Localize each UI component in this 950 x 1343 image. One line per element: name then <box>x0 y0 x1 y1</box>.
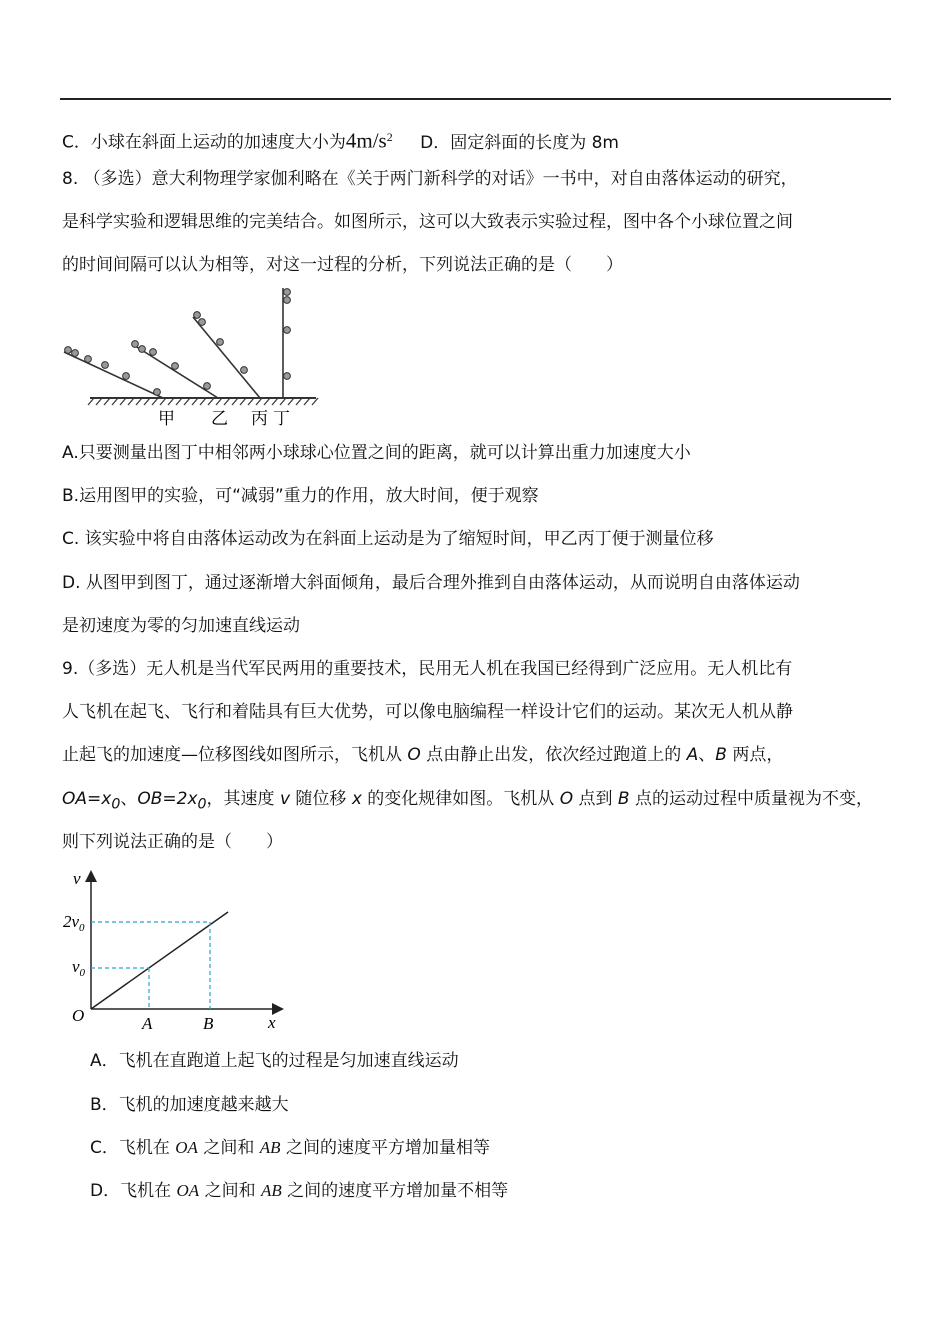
q8-option-b: B.运用图甲的实验，可“减弱”重力的作用，放大时间，便于观察 <box>62 486 539 506</box>
label-yi: 乙 <box>211 409 228 428</box>
q9-l3-text3: 两点， <box>726 745 784 765</box>
q9-l4-t5: 点的运动过程中质量视为不变， <box>629 789 873 809</box>
q8-option-a: A.只要测量出图丁中相邻两小球球心位置之间的距离，就可以计算出重力加速度大小 <box>62 443 691 463</box>
tick-b: B <box>203 1014 214 1033</box>
q8-option-d-cont: 是初速度为零的匀加速直线运动 <box>62 616 300 636</box>
q9-l3-text: 止起飞的加速度—位移图线如图所示，飞机从 <box>62 745 408 765</box>
q9-l4-b: B <box>617 789 630 809</box>
tick-2v0 <box>63 912 85 934</box>
q9-option-b: B．飞机的加速度越来越大 <box>90 1095 289 1115</box>
q9-l4-x: x <box>351 789 362 809</box>
q7-options-line <box>62 126 619 154</box>
q9-d-ab: AB <box>260 1181 282 1200</box>
q9-c-pre: C．飞机在 <box>90 1138 176 1158</box>
ground-hatch <box>88 398 318 405</box>
q9-l3-o: O <box>407 745 421 765</box>
origin-label: O <box>72 1006 85 1025</box>
q9-l4-t1: ，其速度 <box>206 789 280 809</box>
q9-c-oa: OA <box>175 1138 198 1157</box>
label-jia: 甲 <box>158 409 175 428</box>
label-bing: 丙 <box>251 409 268 428</box>
q9-l3-sep: 、 <box>698 745 716 765</box>
q9-option-c <box>90 1137 490 1159</box>
q9-l4-ob: OB=2x <box>137 789 198 809</box>
q9-c-mid: 之间和 <box>197 1138 260 1158</box>
tick-v0-main: v <box>72 957 80 976</box>
q8-line-3: 的时间间隔可以认为相等，对这一过程的分析，下列说法正确的是（ ） <box>62 255 623 275</box>
label-ding: 丁 <box>273 409 290 428</box>
q9-line-4 <box>62 788 873 815</box>
q9-line-5: 则下列说法正确的是（ ） <box>62 832 283 852</box>
q9-line-1: 9.（多选）无人机是当代军民两用的重要技术，民用无人机在我国已经得到广泛应用。无人机比有 <box>62 659 793 679</box>
q7-option-c: C．小球在斜面上运动的加速度大小为 <box>62 132 346 153</box>
q9-l4-sub1: 0 <box>111 796 121 813</box>
q8-option-c: C. 该实验中将自由落体运动改为在斜面上运动是为了缩短时间，甲乙丙丁便于测量位移 <box>62 529 714 549</box>
balls <box>65 289 291 396</box>
tick-2v0-sub: 0 <box>79 922 85 934</box>
q9-d-post: 之间的速度平方增加量不相等 <box>281 1181 509 1201</box>
q9-l4-t3: 的变化规律如图。飞机从 <box>361 789 560 809</box>
q9-l3-b: B <box>715 745 727 765</box>
q9-l4-oa: OA=x <box>62 789 112 809</box>
q9-option-d <box>90 1180 508 1202</box>
q9-line-2: 人飞机在起飞、飞行和着陆具有巨大优势，可以像电脑编程一样设计它们的运动。某次无人机从静 <box>62 702 793 722</box>
tick-v0-sub: 0 <box>79 967 86 979</box>
q9-l4-sub2: 0 <box>197 796 207 813</box>
q9-line-3 <box>62 744 783 766</box>
q9-d-oa: OA <box>176 1181 200 1200</box>
q9-d-pre: D．飞机在 <box>90 1181 177 1201</box>
galileo-incline-figure <box>60 284 330 434</box>
tick-a: A <box>142 1014 153 1033</box>
tick-v0 <box>72 957 86 979</box>
q9-c-ab: AB <box>259 1138 281 1157</box>
q9-l4-t2: 随位移 <box>290 789 352 809</box>
v-x-graph <box>58 868 288 1038</box>
q8-line-1: 8. （多选）意大利物理学家伽利略在《关于两门新科学的对话》一书中，对自由落体运动的研究， <box>62 169 798 189</box>
q7-option-d: D．固定斜面的长度为 8m <box>420 132 619 153</box>
q9-l3-a: A <box>686 745 699 765</box>
q7-option-c-exponent: 2 <box>386 130 393 144</box>
v-axis-label: v <box>73 869 81 888</box>
tick-2v0-main: 2v <box>63 912 80 931</box>
q9-l4-o: O <box>559 789 574 809</box>
header-rule <box>60 98 891 100</box>
q9-l4-sep: 、 <box>120 789 138 809</box>
q9-c-post: 之间的速度平方增加量相等 <box>280 1138 490 1158</box>
q9-d-mid: 之间和 <box>199 1181 261 1201</box>
q8-option-d: D. 从图甲到图丁，通过逐渐增大斜面倾角，最后合理外推到自由落体运动，从而说明自由落体运动 <box>62 573 800 593</box>
q9-l4-t4: 点到 <box>573 789 618 809</box>
q7-option-c-value: 4m/s <box>345 128 387 153</box>
q9-l4-v: v <box>279 789 290 809</box>
v-x-line <box>91 912 228 1009</box>
q9-l3-text2: 点由静止出发，依次经过跑道上的 <box>420 745 687 765</box>
incline-bing <box>193 317 260 398</box>
x-axis-label: x <box>268 1013 276 1032</box>
q8-line-2: 是科学实验和逻辑思维的完美结合。如图所示，这可以大致表示实验过程，图中各个小球位置之间 <box>62 212 793 232</box>
incline-jia <box>64 352 163 398</box>
q9-option-a: A．飞机在直跑道上起飞的过程是匀加速直线运动 <box>90 1051 459 1071</box>
